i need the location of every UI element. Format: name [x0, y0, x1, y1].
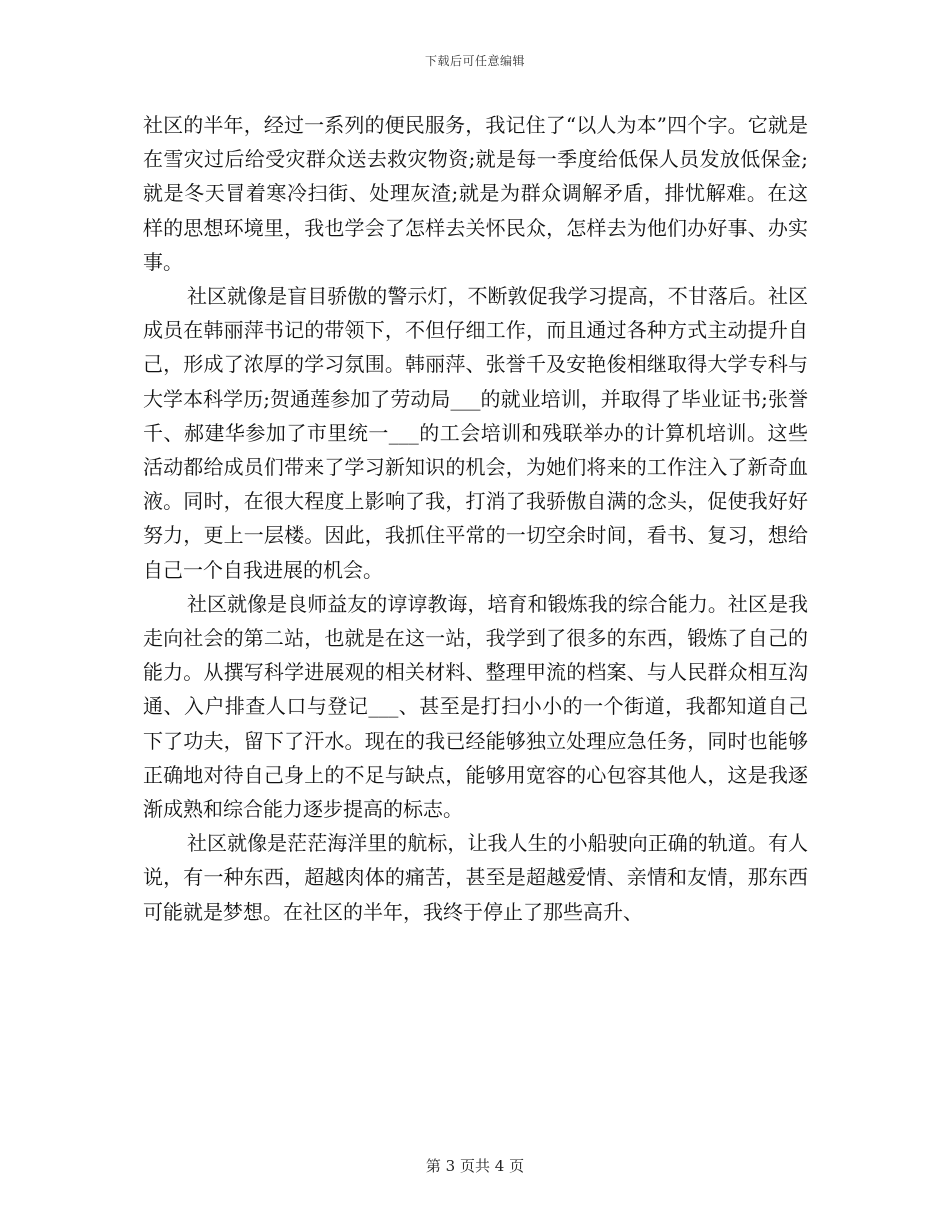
paragraph-4: 社区就像是茫茫海洋里的航标，让我人生的小船驶向正确的轨道。有人说，有一种东西，超越肉体的痛苦，甚至是超越爱情、亲情和友情，那东西可能就是梦想。在社区的半年，我终于停止了那些高升、 [143, 831, 808, 924]
page-number: 第 3 页共 4 页 [425, 1157, 525, 1175]
paragraph-2: 社区就像是盲目骄傲的警示灯，不断敦促我学习提高，不甘落后。社区成员在韩丽萍书记的带领下，不但仔细工作，而且通过各种方式主动提升自己，形成了浓厚的学习氛围。韩丽萍、张誉千及安艳俊相继取得大学专科与大学本科学历;贺通莲参加了劳动局___的就业培训，并取得了毕业证书;张誉千、郝建华参加了市里统一___的工会培训和残联举办的计算机培训。这些活动都给成员们带来了学习新知识的机会，为她们将来的工作注入了新奇血液。同时，在很大程度上影响了我，打消了我骄傲自满的念头，促使我好好努力，更上一层楼。因此，我抓住平常的一切空余时间，看书、复习，想给自己一个自我进展的机会。 [143, 284, 808, 582]
page-header-note: 下载后可任意编辑 [424, 54, 525, 68]
paragraph-1: 社区的半年，经过一系列的便民服务，我记住了“以人为本”四个字。它就是在雪灾过后给受灾群众送去救灾物资;就是每一季度给低保人员发放低保金;就是冬天冒着寒冷扫街、处理灰渣;就是为群众调解矛盾，排忧解难。在这样的思想环境里，我也学会了怎样去关怀民众，怎样去为他们办好事、办实事。 [143, 113, 808, 274]
paragraph-3: 社区就像是良师益友的谆谆教诲，培育和锻炼我的综合能力。社区是我走向社会的第二站，也就是在这一站，我学到了很多的东西，锻炼了自己的能力。从撰写科学进展观的相关材料、整理甲流的档案、与人民群众相互沟通、入户排查人口与登记___、甚至是打扫小小的一个街道，我都知道自己下了功夫，留下了汗水。现在的我已经能够独立处理应急任务，同时也能够正确地对待自己身上的不足与缺点，能够用宽容的心包容其他人，这是我逐渐成熟和综合能力逐步提高的标志。 [143, 591, 808, 822]
document-body [143, 108, 808, 929]
